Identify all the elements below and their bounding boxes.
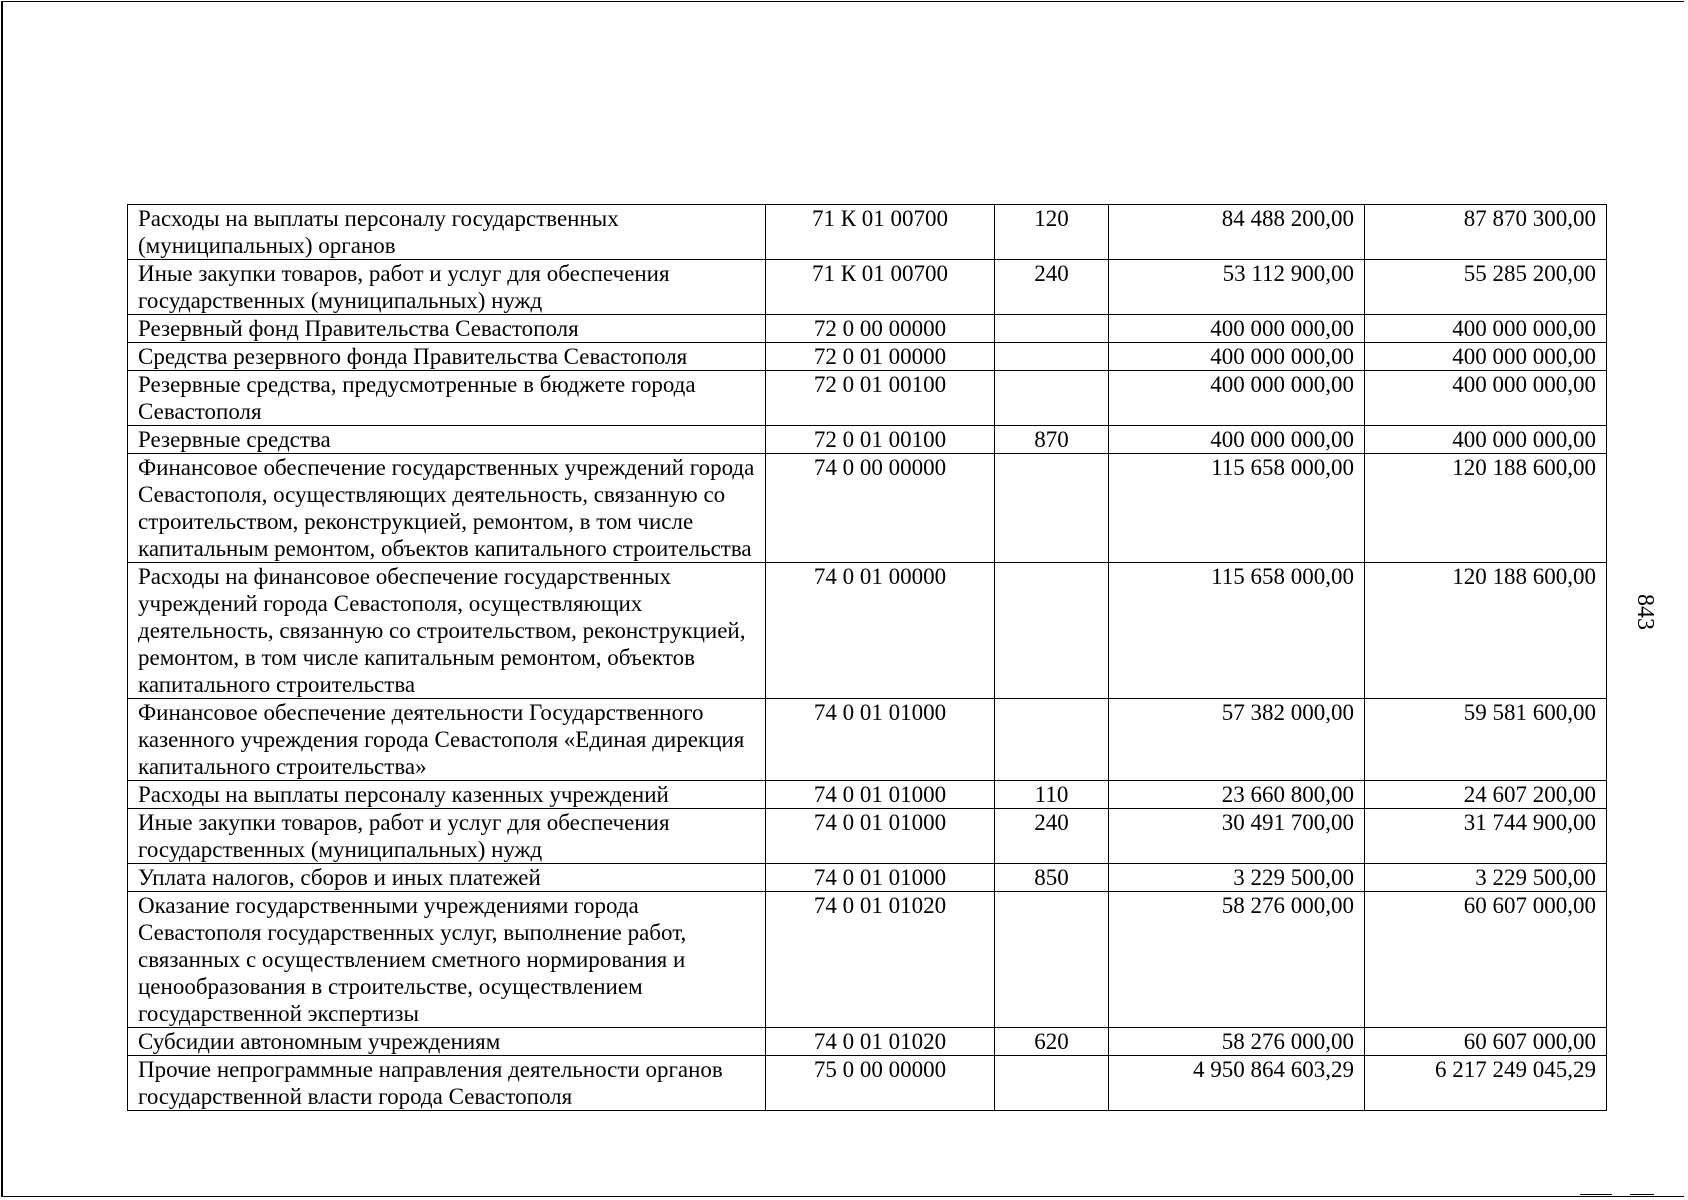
row-code-cell: 74 0 01 00000 [766,563,995,699]
row-code-cell: 75 0 00 00000 [766,1056,995,1111]
row-name-cell: Расходы на выплаты персоналу государственных (муниципальных) органов [128,205,766,260]
table-row [128,454,1607,563]
row-code-cell: 72 0 01 00100 [766,371,995,426]
row-name-cell: Расходы на выплаты персоналу казенных учреждений [128,781,766,809]
table-row [128,371,1607,426]
row-name-cell: Оказание государственными учреждениями города Севастополя государственных услуг, выполнение работ, связанных с осуществлением сметного нормирования и ценообразования в строительстве, осуществлением государственной экспертизы [128,892,766,1028]
table-row [128,1028,1607,1056]
row-amount-1-cell: 84 488 200,00 [1109,205,1365,260]
row-amount-1-cell: 57 382 000,00 [1109,699,1365,781]
table-row [128,781,1607,809]
table-row [128,699,1607,781]
row-code-cell: 71 К 01 00700 [766,260,995,315]
row-expense-type-cell: 850 [995,864,1109,892]
row-code-cell: 74 0 01 01000 [766,699,995,781]
row-name-cell: Уплата налогов, сборов и иных платежей [128,864,766,892]
row-code-cell: 74 0 00 00000 [766,454,995,563]
row-amount-1-cell: 53 112 900,00 [1109,260,1365,315]
row-expense-type-cell: 120 [995,205,1109,260]
row-amount-1-cell: 400 000 000,00 [1109,426,1365,454]
row-name-cell: Расходы на финансовое обеспечение государственных учреждений города Севастополя, осуществляющих деятельность, связанную со строительством, реконструкцией, ремонтом, в том числе капитальным ремонтом, объектов капитального строительства [128,563,766,699]
row-expense-type-cell: 240 [995,260,1109,315]
row-code-cell: 74 0 01 01000 [766,864,995,892]
row-code-cell: 74 0 01 01000 [766,781,995,809]
row-name-cell: Резервные средства [128,426,766,454]
row-amount-2-cell: 3 229 500,00 [1365,864,1607,892]
footer-line [1580,1194,1612,1195]
row-amount-1-cell: 23 660 800,00 [1109,781,1365,809]
row-expense-type-cell [995,892,1109,1028]
row-expense-type-cell [995,699,1109,781]
row-name-cell: Иные закупки товаров, работ и услуг для обеспечения государственных (муниципальных) нужд [128,809,766,864]
row-amount-2-cell: 400 000 000,00 [1365,315,1607,343]
row-amount-1-cell: 3 229 500,00 [1109,864,1365,892]
row-amount-2-cell: 55 285 200,00 [1365,260,1607,315]
row-amount-1-cell: 400 000 000,00 [1109,371,1365,426]
row-expense-type-cell: 620 [995,1028,1109,1056]
table-row [128,563,1607,699]
row-name-cell: Финансовое обеспечение государственных учреждений города Севастополя, осуществляющих деятельность, связанную со строительством, реконструкцией, ремонтом, в том числе капитальным ремонтом, объектов капитального строительства [128,454,766,563]
page-number: 843 [1632,594,1658,630]
row-code-cell: 74 0 01 01020 [766,892,995,1028]
row-code-cell: 72 0 01 00100 [766,426,995,454]
row-expense-type-cell [995,371,1109,426]
row-amount-2-cell: 24 607 200,00 [1365,781,1607,809]
row-amount-2-cell: 120 188 600,00 [1365,563,1607,699]
row-amount-1-cell: 115 658 000,00 [1109,454,1365,563]
row-expense-type-cell: 240 [995,809,1109,864]
table-row [128,892,1607,1028]
table-row [128,864,1607,892]
row-name-cell: Субсидии автономным учреждениям [128,1028,766,1056]
row-amount-1-cell: 58 276 000,00 [1109,892,1365,1028]
row-amount-1-cell: 30 491 700,00 [1109,809,1365,864]
row-amount-2-cell: 400 000 000,00 [1365,426,1607,454]
table-row [128,205,1607,260]
row-name-cell: Средства резервного фонда Правительства Севастополя [128,343,766,371]
footer-line [1630,1194,1654,1195]
row-expense-type-cell [995,563,1109,699]
row-expense-type-cell: 870 [995,426,1109,454]
row-amount-2-cell: 59 581 600,00 [1365,699,1607,781]
table-row [128,809,1607,864]
table-row [128,260,1607,315]
row-name-cell: Резервные средства, предусмотренные в бюджете города Севастополя [128,371,766,426]
budget-table-body [128,205,1607,1111]
row-name-cell: Финансовое обеспечение деятельности Государственного казенного учреждения города Севастополя «Единая дирекция капитального строительства» [128,699,766,781]
row-amount-1-cell: 58 276 000,00 [1109,1028,1365,1056]
row-amount-2-cell: 60 607 000,00 [1365,1028,1607,1056]
budget-table [127,204,1607,1111]
row-expense-type-cell [995,343,1109,371]
row-name-cell: Иные закупки товаров, работ и услуг для обеспечения государственных (муниципальных) нужд [128,260,766,315]
row-expense-type-cell [995,1056,1109,1111]
row-amount-2-cell: 31 744 900,00 [1365,809,1607,864]
table-row [128,315,1607,343]
row-amount-1-cell: 115 658 000,00 [1109,563,1365,699]
table-row [128,1056,1607,1111]
row-code-cell: 74 0 01 01020 [766,1028,995,1056]
row-name-cell: Прочие непрограммные направления деятельности органов государственной власти города Севастополя [128,1056,766,1111]
row-code-cell: 71 К 01 00700 [766,205,995,260]
row-amount-2-cell: 120 188 600,00 [1365,454,1607,563]
row-amount-1-cell: 400 000 000,00 [1109,343,1365,371]
row-amount-2-cell: 60 607 000,00 [1365,892,1607,1028]
row-amount-2-cell: 400 000 000,00 [1365,343,1607,371]
row-name-cell: Резервный фонд Правительства Севастополя [128,315,766,343]
row-amount-1-cell: 4 950 864 603,29 [1109,1056,1365,1111]
table-row [128,343,1607,371]
row-amount-2-cell: 6 217 249 045,29 [1365,1056,1607,1111]
row-amount-1-cell: 400 000 000,00 [1109,315,1365,343]
row-expense-type-cell [995,454,1109,563]
row-amount-2-cell: 87 870 300,00 [1365,205,1607,260]
row-expense-type-cell [995,315,1109,343]
row-code-cell: 72 0 01 00000 [766,343,995,371]
row-amount-2-cell: 400 000 000,00 [1365,371,1607,426]
table-row [128,426,1607,454]
row-code-cell: 74 0 01 01000 [766,809,995,864]
row-code-cell: 72 0 00 00000 [766,315,995,343]
row-expense-type-cell: 110 [995,781,1109,809]
